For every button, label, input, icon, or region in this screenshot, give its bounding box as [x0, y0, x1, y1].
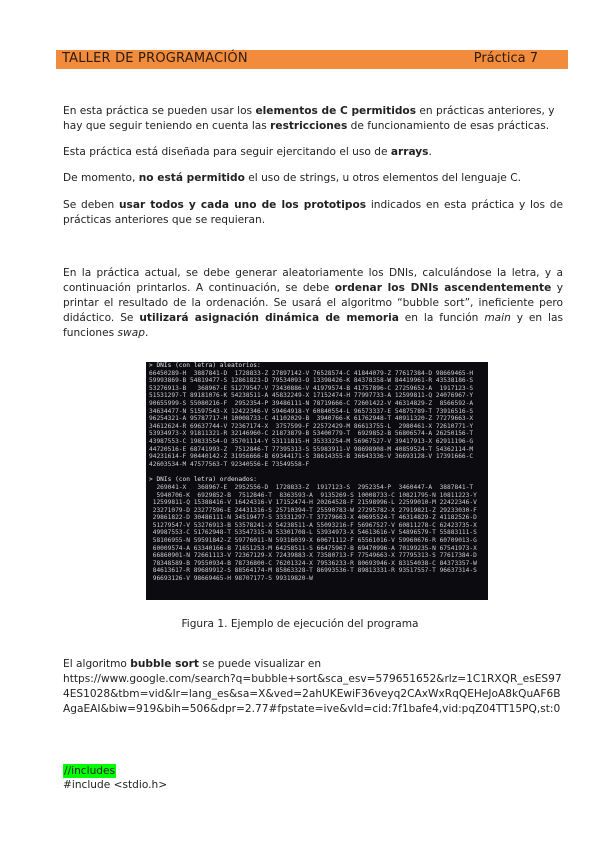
figure-caption: Figura 1. Ejemplo de ejecución del programa — [181, 618, 419, 630]
terminal-line: 59993869-B 54819477-S 12861823-D 79534093-O 13398426-K 84378358-W 84419961-R 43538186-S — [149, 377, 474, 385]
terminal-heading-random: > DNIs (con letra) aleatorios: — [149, 362, 261, 369]
terminal-line: 29861822-D 30486111-N 34519477-S 33331297-T 37279663-X 40695524-T 46314829-Z 41182526-D — [149, 514, 477, 522]
terminal-line: 60009574-A 63340166-B 71651253-M 64258511-S 66475967-B 69470996-A 70199235-N 67541973-X — [149, 544, 477, 552]
terminal-line: 42603534-M 47577563-T 92340556-E 73549558-F — [149, 460, 310, 468]
terminal-line: 58106955-N 59591842-Z 59776011-N 59316039-X 60671112-F 65561016-V 59960676-R 60709013-G — [149, 537, 477, 545]
terminal-line: 49987553-C 51762948-T 53547315-N 53301708-L 53934973-X 54613616-V 54896579-T 55883111-S — [149, 529, 477, 537]
terminal-line: 34634477-N 51597543-X 12422346-V 59464918-Y 60840554-L 96573337-E 54875789-T 73916516-S — [149, 407, 474, 415]
terminal-line: 90655999-S 55080216-F 2952354-P 39486111-N 78719666-C 72601422-V 46314829-Z 8566592-A — [149, 399, 474, 407]
paragraph-task-description: En la práctica actual, se debe generar aleatoriamente los DNIs, calculándose la letra, y a continuación printarlos. A continuación, se debe ordenar los DNIs ascendentemente y printar el resultado de la ordenación. Se usará el algoritmo “bubble sort”, ineficiente pero didáctico. Se utilizará asignación dinámica de memoria en la función main y en las funciones swap. — [63, 267, 564, 339]
paragraph-no-strings: De momento, no está permitido el uso de strings, u otros elementos del lenguaje C. — [63, 172, 521, 184]
practice-number: Práctica 7 — [473, 51, 538, 66]
terminal-line: 96254321-A 95787717-H 10008733-C 41102029-B 3940766-K 61762948-T 40911320-Z 77279663-X — [149, 415, 474, 423]
terminal-line: 53934973-X 91811321-R 32146960-C 21873879-B 53400779-T 6929852-B 56806574-A 26250156-T — [149, 430, 474, 438]
terminal-line: 84613617-R 89689912-S 88564174-M 85863328-T 86993536-T 89813331-R 93517557-T 96637314-S — [149, 567, 477, 575]
terminal-line: 12599811-Q 15388416-V 16424316-V 17152474-H 20264528-F 21598996-L 22599010-M 22422346-V — [149, 499, 477, 507]
terminal-line: 34612624-R 69637744-V 72367174-X 3757599-F 22572429-M 86613755-L 2980461-X 72610771-Y — [149, 422, 474, 430]
terminal-line: 269041-X 368967-E 2952556-D 1728833-Z 1917123-S 2952354-P 3460447-A 3887841-T — [149, 483, 474, 491]
terminal-line: 53276913-B 368967-E 51279547-V 73430886-V 41979574-B 41757896-C 27259652-A 1917123-S — [149, 384, 474, 392]
course-title: TALLER DE PROGRAMACIÓN — [62, 51, 248, 66]
terminal-line: 44720516-E 68741993-Z 7512846-T 77395313-S 55983911-V 98698908-M 40859524-T 54362114-M — [149, 445, 474, 453]
terminal-line: 51279547-V 53276913-B 53578241-X 54238511-A 55093216-F 56967527-V 60811278-C 62423735-X — [149, 521, 477, 529]
terminal-line: 78348589-B 79550934-B 78736800-C 76201324-X 79536233-R 80693946-X 83154038-C 84373357-W — [149, 559, 477, 567]
terminal-line: 51531297-T 89181076-K 54238511-A 45832249-X 17152474-H 77997733-A 12599811-Q 24076967-Y — [149, 392, 474, 400]
terminal-random-list — [146, 370, 488, 469]
paragraph-arrays: Esta práctica está diseñada para seguir ejercitando el uso de arrays. — [63, 146, 432, 158]
terminal-line: 23271079-D 23277596-E 24431316-S 25710394-T 25590783-W 27295782-X 27919821-Z 29233030-F — [149, 506, 477, 514]
terminal-line: 66860901-N 72661113-V 72367129-X 72439883-X 73580713-F 77549663-X 77795313-S 77617384-D — [149, 552, 477, 560]
terminal-line: 43987553-C 19833554-O 35701114-Y 53111815-H 35333254-M 56967527-V 39417913-X 62911196-G — [149, 437, 474, 445]
paragraph-bubble-sort: El algoritmo bubble sort se puede visualizar en — [63, 658, 322, 670]
terminal-line: 66450289-H 3887841-D 1728833-Z 27897142-V 76528574-C 41844079-Z 77617384-D 98669465-H — [149, 369, 474, 377]
terminal-heading-sorted: > DNIs (con letra) ordenados: — [149, 476, 258, 484]
terminal-line: 96693126-V 98669465-H 98707177-S 99319820-W — [149, 575, 313, 583]
bubble-sort-url[interactable]: https://www.google.com/search?q=bubble+sort&sca_esv=579651652&rlz=1C1RXQR_esES974ES1028&tbm=vid&lr=lang_es&sa=X&ved=2ahUKEwiF36veyq2CAxWxRqQEHeJoA8kQuAF6BAgaEAI&biw=919&bih=506&dpr=2.77#fpstate=ive&vld=cid:7f1bafe4,vid:pqZ04TT15PQ,st:0 — [63, 673, 562, 715]
terminal-screenshot — [146, 362, 488, 600]
include-stdio-line: #include <stdio.h> — [63, 779, 168, 791]
includes-comment: //includes — [64, 765, 116, 777]
paragraph-allowed-elements: En esta práctica se pueden usar los elementos de C permitidos en prácticas anteriores, y hay que seguir teniendo en cuenta las restricciones de funcionamiento de esas prácticas. — [63, 105, 555, 132]
header-bar — [56, 50, 568, 69]
terminal-line: 5940706-K 6929852-B 7512846-T 8363593-A 9135269-S 10008733-C 10821795-N 10811223-Y — [149, 491, 477, 499]
terminal-sorted-list — [146, 484, 488, 583]
terminal-line: 94231614-F 90440142-Z 31956666-B 69344171-S 38614355-B 36643336-V 36693128-V 17391666-C — [149, 453, 474, 461]
paragraph-prototypes: Se deben usar todos y cada uno de los prototipos indicados en esta práctica y los de prácticas anteriores que se requieran. — [63, 199, 563, 226]
